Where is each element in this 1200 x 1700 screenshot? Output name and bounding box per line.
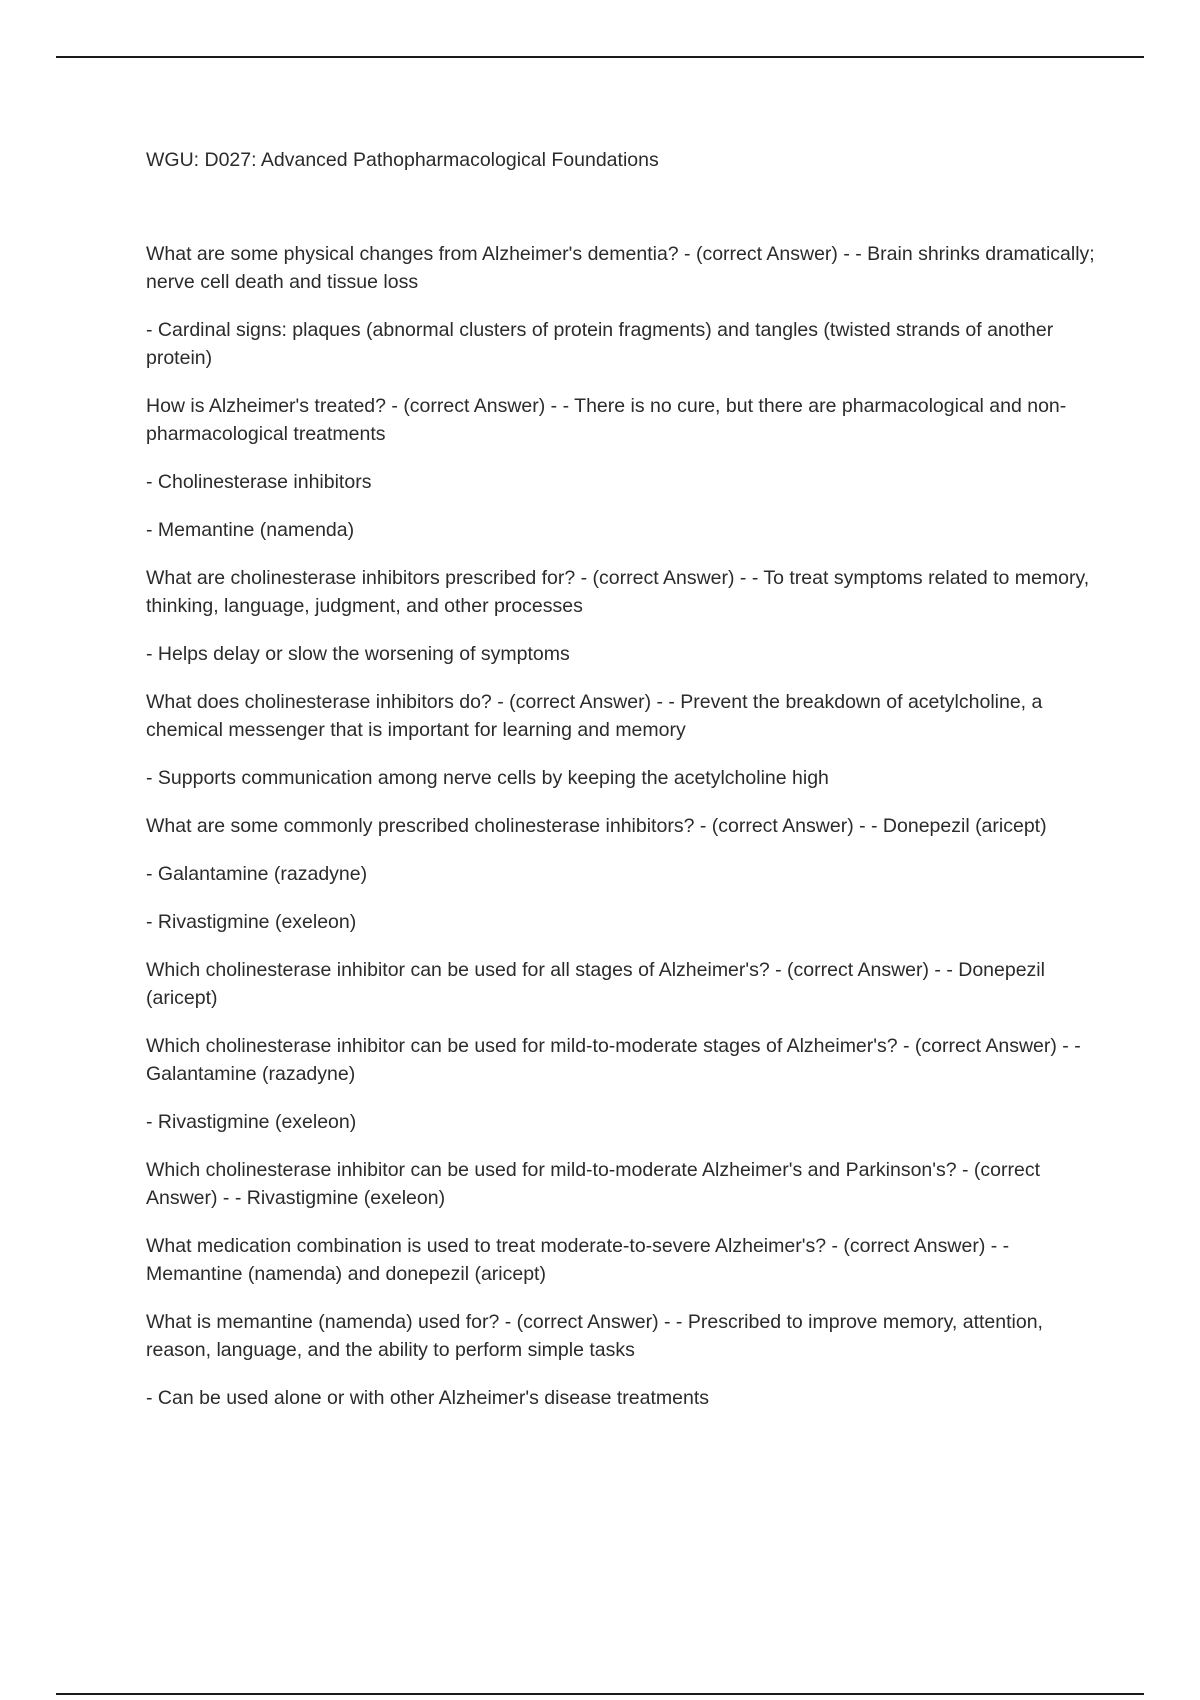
paragraph: - Can be used alone or with other Alzheimer's disease treatments — [146, 1387, 710, 1409]
document-title: WGU: D027: Advanced Pathopharmacological Foundations — [146, 149, 659, 171]
paragraph: What does cholinesterase inhibitors do? - (correct Answer) - - Prevent the breakdown of acetylcholine, a chemical messenger that is important for learning and memory — [146, 691, 1043, 741]
paragraph: Which cholinesterase inhibitor can be used for mild-to-moderate stages of Alzheimer's? - (correct Answer) - - Galantamine (razadyne) — [146, 1035, 1081, 1085]
paragraph: - Supports communication among nerve cells by keeping the acetylcholine high — [146, 767, 829, 789]
paragraph: - Rivastigmine (exeleon) — [146, 1111, 357, 1133]
paragraph: How is Alzheimer's treated? - (correct Answer) - - There is no cure, but there are pharmacological and non-pharmacological treatments — [146, 395, 1067, 445]
paragraph: - Rivastigmine (exeleon) — [146, 911, 357, 933]
paragraph: Which cholinesterase inhibitor can be used for mild-to-moderate Alzheimer's and Parkinson's? - (correct Answer) - - Rivastigmine (exeleon) — [146, 1159, 1041, 1209]
paragraph: - Helps delay or slow the worsening of symptoms — [146, 643, 570, 665]
paragraph: What is memantine (namenda) used for? - (correct Answer) - - Prescribed to improve memory, attention, reason, language, and the ability to perform simple tasks — [146, 1311, 1043, 1361]
paragraph: What are cholinesterase inhibitors prescribed for? - (correct Answer) - - To treat symptoms related to memory, thinking, language, judgment, and other processes — [146, 567, 1090, 617]
paragraph: - Memantine (namenda) — [146, 519, 355, 541]
paragraph: - Cholinesterase inhibitors — [146, 471, 372, 493]
header-rule — [56, 56, 1144, 58]
document-body — [146, 146, 1096, 1432]
footer-rule — [56, 1693, 1144, 1695]
paragraph: What medication combination is used to treat moderate-to-severe Alzheimer's? - (correct Answer) - - Memantine (namenda) and donepezil (aricept) — [146, 1235, 1010, 1285]
paragraph: - Cardinal signs: plaques (abnormal clusters of protein fragments) and tangles (twisted strands of another protein) — [146, 319, 1054, 369]
paragraph: What are some physical changes from Alzheimer's dementia? - (correct Answer) - - Brain shrinks dramatically; nerve cell death and tissue loss — [146, 243, 1095, 293]
paragraph: What are some commonly prescribed cholinesterase inhibitors? - (correct Answer) - - Donepezil (aricept) — [146, 815, 1047, 837]
paragraph: Which cholinesterase inhibitor can be used for all stages of Alzheimer's? - (correct Answer) - - Donepezil (aricept) — [146, 959, 1045, 1009]
paragraph: - Galantamine (razadyne) — [146, 863, 368, 885]
